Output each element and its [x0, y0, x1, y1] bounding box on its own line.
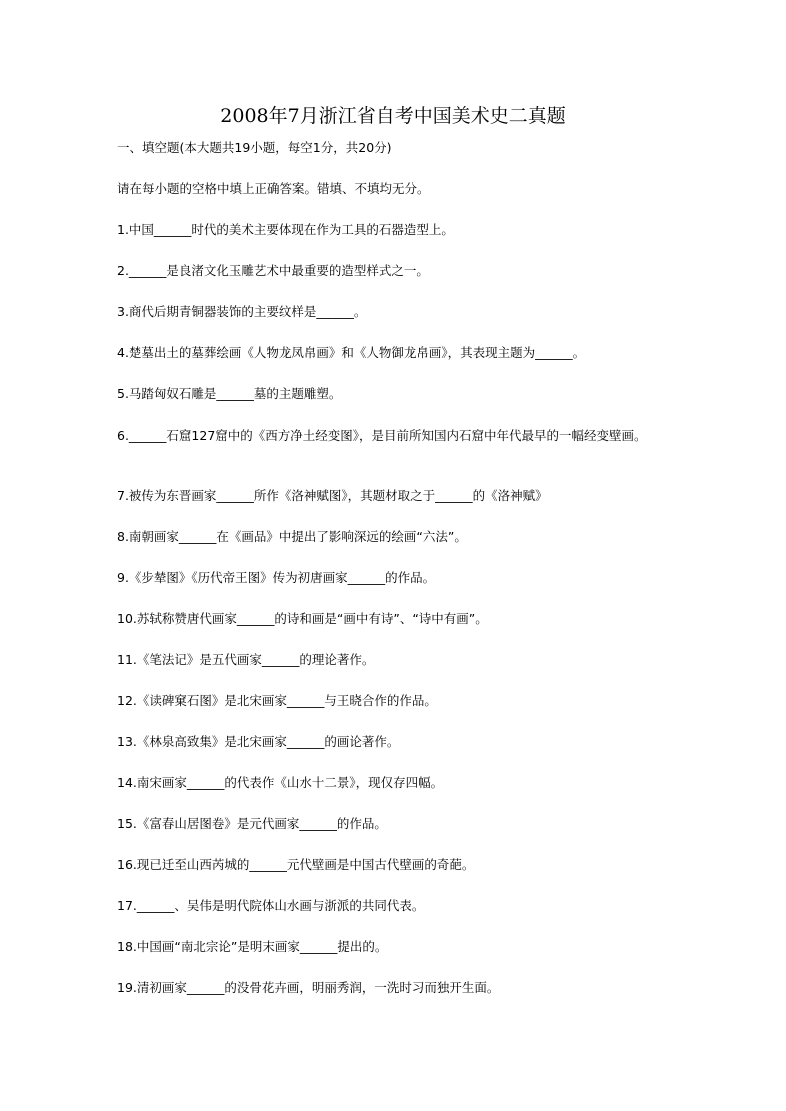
question-9: 9.《步辇图》《历代帝王图》传为初唐画家______的作品。	[117, 570, 436, 585]
question-11: 11.《笔法记》是五代画家______的理论著作。	[117, 652, 375, 667]
question-10: 10.苏轼称赞唐代画家______的诗和画是“画中有诗”、“诗中有画”。	[117, 611, 488, 626]
section-heading: 一、填空题(本大题共19小题，每空1分，共20分)	[117, 140, 392, 155]
question-19: 19.清初画家______的没骨花卉画，明丽秀润，一洗时习而独开生面。	[117, 980, 500, 995]
question-16: 16.现已迁至山西芮城的______元代壁画是中国古代壁画的奇葩。	[117, 857, 475, 872]
question-4: 4.楚墓出土的墓葬绘画《人物龙凤帛画》和《人物御龙帛画》，其表现主题为______。	[117, 345, 586, 360]
question-5: 5.马踏匈奴石雕是______墓的主题雕塑。	[117, 386, 342, 401]
document-title: 2008年7月浙江省自考中国美术史二真题	[220, 105, 566, 127]
question-7: 7.被传为东晋画家______所作《洛神赋图》，其题材取之于______的《洛神赋》	[117, 488, 548, 503]
question-15: 15.《富春山居图卷》是元代画家______的作品。	[117, 816, 387, 831]
instruction-text: 请在每小题的空格中填上正确答案。错填、不填均无分。	[117, 181, 430, 196]
question-17: 17.______、吴伟是明代院体山水画与浙派的共同代表。	[117, 898, 425, 913]
question-12: 12.《读碑窠石图》是北宋画家______与王晓合作的作品。	[117, 693, 437, 708]
question-1: 1.中国______时代的美术主要体现在作为工具的石器造型上。	[117, 222, 454, 237]
question-8: 8.南朝画家______在《画品》中提出了影响深远的绘画“六法”。	[117, 529, 467, 544]
question-2: 2.______是良渚文化玉雕艺术中最重要的造型样式之一。	[117, 263, 429, 278]
question-6: 6.______石窟127窟中的《西方净土经变图》，是目前所知国内石窟中年代最早的一幅经变壁画。	[117, 428, 647, 443]
question-13: 13.《林泉高致集》是北宋画家______的画论著作。	[117, 734, 400, 749]
question-14: 14.南宋画家______的代表作《山水十二景》，现仅存四幅。	[117, 775, 444, 790]
question-3: 3.商代后期青铜器装饰的主要纹样是______。	[117, 304, 367, 319]
question-18: 18.中国画“南北宗论”是明末画家______提出的。	[117, 939, 388, 954]
